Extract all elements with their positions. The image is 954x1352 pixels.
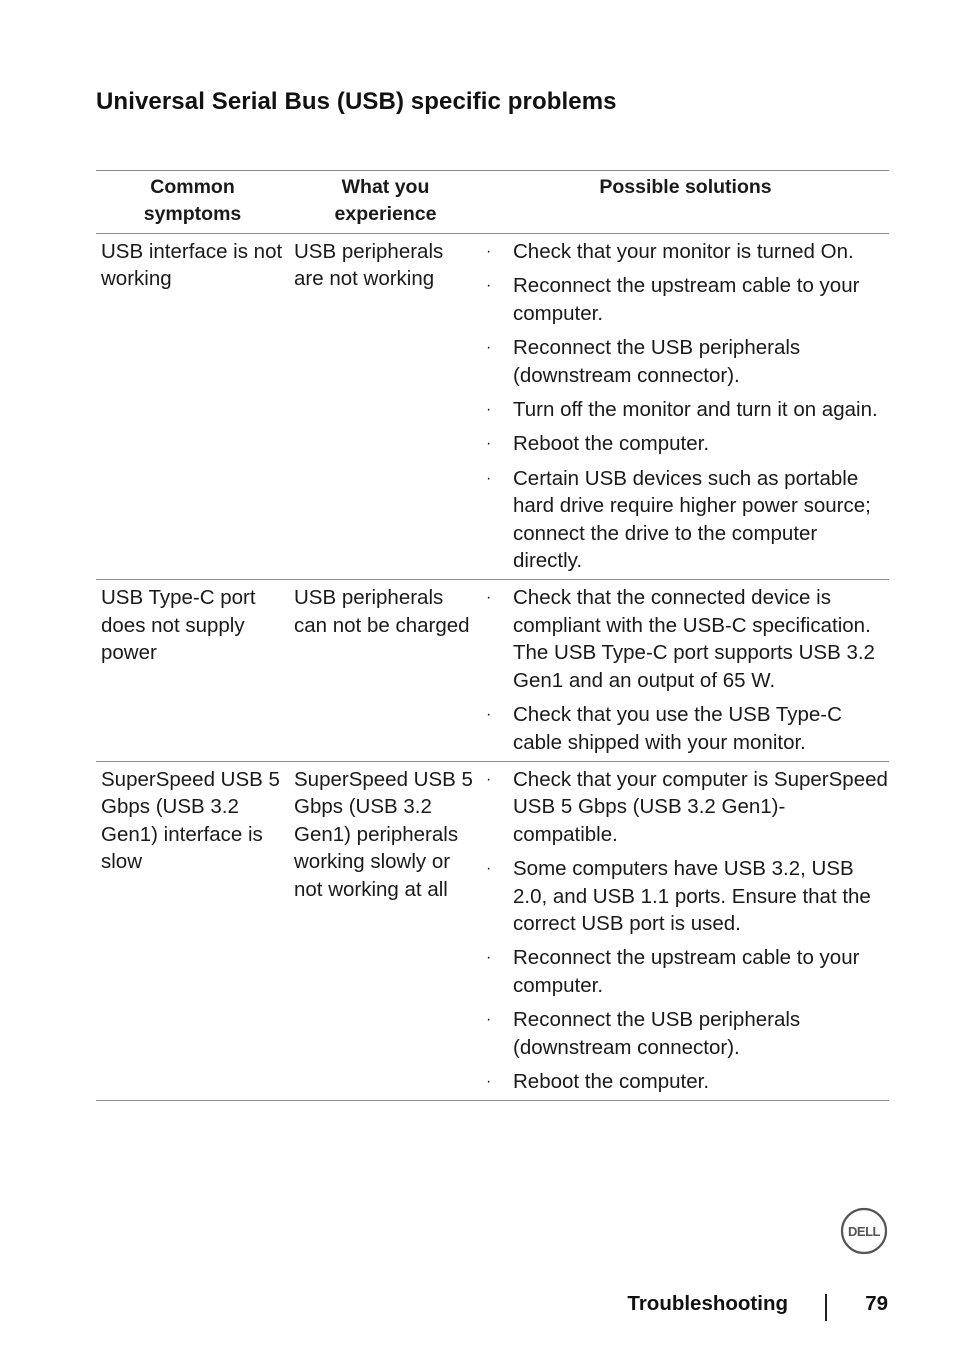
bullet-icon: · <box>486 706 492 724</box>
table-row <box>96 580 889 761</box>
solution-item <box>482 1006 889 1061</box>
solution-item <box>482 855 889 937</box>
solution-text: Check that you use the USB Type-C cable shipped with your monitor. <box>513 703 842 754</box>
dell-logo-text: DELL <box>848 1224 880 1239</box>
solution-item <box>482 944 889 999</box>
solution-text: Reconnect the upstream cable to your computer. <box>513 946 860 997</box>
solution-item <box>482 272 889 327</box>
solution-item <box>482 334 889 389</box>
solution-text: Certain USB devices such as portable hard drive require higher power source; connect the drive to the computer directly. <box>513 466 871 573</box>
solution-text: Reconnect the upstream cable to your computer. <box>513 274 860 325</box>
bullet-icon: · <box>486 435 492 453</box>
solution-text: Turn off the monitor and turn it on again. <box>513 398 878 422</box>
solution-item <box>482 766 889 848</box>
solution-text: Reconnect the USB peripherals (downstream connector). <box>513 336 801 387</box>
footer-section-title: Troubleshooting <box>627 1292 788 1315</box>
page-number: 79 <box>865 1292 888 1315</box>
solutions-cell <box>482 234 889 580</box>
bullet-icon: · <box>486 770 492 788</box>
bullet-icon: · <box>486 1072 492 1090</box>
solution-item <box>482 430 889 457</box>
solutions-cell <box>482 580 889 761</box>
header-common-symptoms: Common symptoms <box>96 171 289 234</box>
symptom-cell: USB Type-C port does not supply power <box>96 580 289 761</box>
table-row <box>96 761 889 1100</box>
solution-text: Check that the connected device is compliant with the USB-C specification. The USB Type-C port supports USB 3.2 Gen1 and an output of 65 W. <box>513 586 875 692</box>
bullet-icon: · <box>486 469 492 487</box>
solution-item <box>482 701 889 756</box>
solution-item <box>482 238 889 265</box>
solution-text: Reconnect the USB peripherals (downstream connector). <box>513 1008 801 1059</box>
solution-text: Check that your monitor is turned On. <box>513 240 854 263</box>
dell-logo-icon <box>840 1207 884 1251</box>
symptom-cell: USB interface is not working <box>96 234 289 580</box>
solution-item <box>482 1068 889 1095</box>
solution-text: Reboot the computer. <box>513 432 710 456</box>
experience-cell: USB peripherals are not working <box>289 234 482 580</box>
footer-divider <box>825 1294 827 1321</box>
solutions-cell <box>482 761 889 1100</box>
table-row <box>96 234 889 580</box>
usb-problems-table <box>96 170 889 1101</box>
solution-item <box>482 465 889 575</box>
bullet-icon: · <box>486 277 492 295</box>
bullet-icon: · <box>486 589 492 607</box>
solution-text: Some computers have USB 3.2, USB 2.0, and USB 1.1 ports. Ensure that the correct USB port is used. <box>513 857 871 935</box>
solution-item <box>482 396 889 423</box>
solutions-list <box>482 238 889 574</box>
bullet-icon: · <box>486 860 492 878</box>
experience-cell: SuperSpeed USB 5 Gbps (USB 3.2 Gen1) peripherals working slowly or not working at all <box>289 761 482 1100</box>
bullet-icon: · <box>486 401 492 419</box>
solution-text: Reboot the computer. <box>513 1069 710 1093</box>
solution-text: Check that your computer is SuperSpeed USB 5 Gbps (USB 3.2 Gen1)-compatible. <box>513 767 888 846</box>
bullet-icon: · <box>486 1011 492 1029</box>
solutions-list <box>482 584 889 755</box>
solution-item <box>482 584 889 694</box>
table-header-row <box>96 171 889 234</box>
bullet-icon: · <box>486 339 492 357</box>
page-title: Universal Serial Bus (USB) specific problems <box>96 88 617 115</box>
bullet-icon: · <box>486 949 492 967</box>
header-what-you-experience: What you experience <box>289 171 482 234</box>
solutions-list <box>482 766 889 1095</box>
experience-cell: USB peripherals can not be charged <box>289 580 482 761</box>
symptom-cell: SuperSpeed USB 5 Gbps (USB 3.2 Gen1) interface is slow <box>96 761 289 1100</box>
header-possible-solutions: Possible solutions <box>482 171 889 234</box>
bullet-icon: · <box>486 243 492 260</box>
